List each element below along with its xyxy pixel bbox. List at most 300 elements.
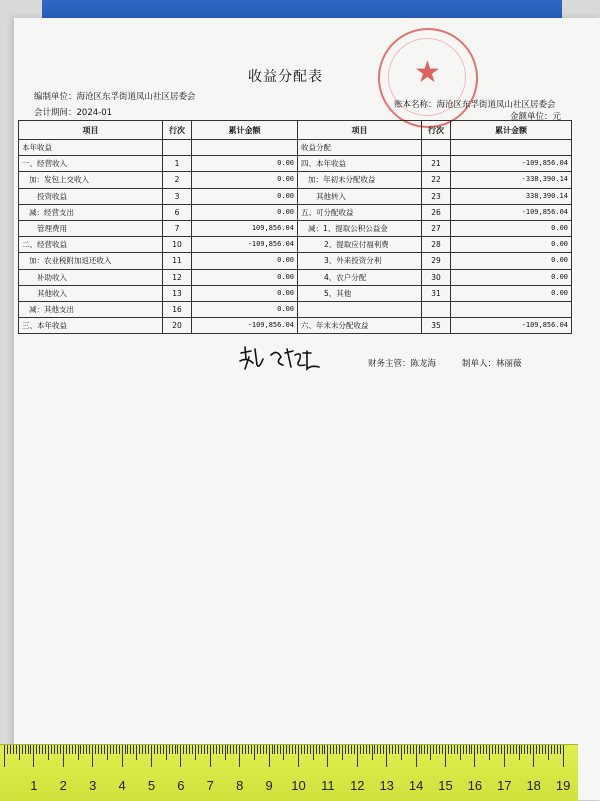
- row-line-number-right: 35: [422, 318, 451, 334]
- table-row: [19, 253, 572, 269]
- table-row: [19, 204, 572, 220]
- header-item-right: 项目: [298, 121, 422, 140]
- ruler-tick: [148, 745, 149, 754]
- ruler-number: 13: [379, 778, 394, 793]
- ruler-number: 16: [467, 778, 483, 793]
- ruler-number: 12: [350, 778, 365, 793]
- ruler-tick: [80, 745, 81, 754]
- table-row: [19, 269, 572, 285]
- table-row: [19, 188, 572, 204]
- ruler-tick: [451, 745, 452, 754]
- ruler-tick: [330, 745, 331, 754]
- handwritten-signature: [237, 345, 327, 373]
- ruler-number: 1: [30, 778, 38, 793]
- ruler-tick: [283, 745, 284, 760]
- row-line-number-right: [422, 301, 451, 317]
- row-amount-left: -109,856.04: [192, 237, 298, 253]
- row-item-right: 其他转入: [298, 188, 422, 204]
- ruler-tick: [507, 745, 508, 754]
- ruler-tick: [277, 745, 278, 754]
- row-amount-left: 0.00: [192, 188, 298, 204]
- row-line-number-left: 1: [163, 156, 192, 172]
- ruler-number: 17: [497, 778, 512, 793]
- ruler-tick: [416, 745, 417, 767]
- row-item-right: [298, 301, 422, 317]
- ruler-tick: [298, 745, 299, 767]
- ruler-tick: [454, 745, 455, 754]
- ruler-tick: [295, 745, 296, 754]
- ruler-tick: [489, 745, 490, 760]
- ruler-tick: [398, 745, 399, 754]
- table-row: [19, 237, 572, 253]
- row-amount-right: [451, 301, 572, 317]
- ruler-tick: [492, 745, 493, 754]
- ruler-tick: [348, 745, 349, 754]
- ruler-number: 6: [177, 778, 185, 793]
- ruler-tick: [301, 745, 302, 754]
- ruler-tick: [127, 745, 128, 754]
- row-amount-right: -338,390.14: [451, 172, 572, 188]
- ruler-tick: [307, 745, 308, 754]
- ruler-tick: [413, 745, 414, 754]
- row-amount-left: 0.00: [192, 269, 298, 285]
- ruler-number: 15: [438, 778, 453, 793]
- account-book-name: 账本名称：海沧区东孚街道凤山社区居委会: [394, 100, 556, 110]
- row-item-right: 2、提取应付福利费: [298, 237, 422, 253]
- ruler-tick: [104, 745, 105, 754]
- ruler-number: 19: [555, 778, 571, 793]
- ruler-tick: [286, 745, 287, 754]
- row-item-right: 加：年初未分配收益: [298, 172, 422, 188]
- ruler-tick: [51, 745, 52, 754]
- table-row: [19, 220, 572, 236]
- row-item-right: 3、外来投资分利: [298, 253, 422, 269]
- ruler-tick: [395, 745, 396, 754]
- ruler-tick: [557, 745, 558, 754]
- ruler-tick: [92, 745, 93, 767]
- row-line-number-left: 10: [163, 237, 192, 253]
- ruler-tick: [357, 745, 358, 767]
- ruler-tick: [439, 745, 440, 754]
- row-amount-right: 0.00: [451, 269, 572, 285]
- ruler-tick: [157, 745, 158, 754]
- ruler-tick: [257, 745, 258, 754]
- ruler-number: 2: [59, 778, 67, 793]
- ruler-number: 11: [321, 778, 335, 793]
- ruler-tick: [245, 745, 246, 754]
- ruler-tick: [25, 745, 26, 754]
- ruler-tick: [545, 745, 546, 754]
- ruler-tick: [260, 745, 261, 754]
- ruler-tick: [316, 745, 317, 754]
- ruler-tick: [154, 745, 155, 754]
- ruler-tick: [242, 745, 243, 754]
- ruler-tick: [201, 745, 202, 754]
- ruler-tick: [360, 745, 361, 754]
- table-row: [19, 140, 572, 156]
- ruler-tick: [210, 745, 211, 767]
- row-item-left: 补助收入: [19, 269, 163, 285]
- ruler-tick: [266, 745, 267, 754]
- ruler-tick: [10, 745, 11, 754]
- ruler-tick: [407, 745, 408, 754]
- row-line-number-right: 29: [422, 253, 451, 269]
- ruler-tick: [269, 745, 270, 767]
- row-item-right: 5、其他: [298, 285, 422, 301]
- ruler-tick: [486, 745, 487, 754]
- ruler-tick: [195, 745, 196, 760]
- ruler-tick: [469, 745, 470, 754]
- seal-star-icon: ★: [414, 55, 441, 90]
- ruler-tick: [72, 745, 73, 754]
- row-amount-left: 0.00: [192, 156, 298, 172]
- ruler-tick: [42, 745, 43, 754]
- ruler-tick: [39, 745, 40, 754]
- ruler-tick: [183, 745, 184, 754]
- row-line-number-left: [163, 140, 192, 156]
- row-line-number-left: 16: [163, 301, 192, 317]
- compiler-unit: 编制单位：海沧区东孚街道凤山社区居委会: [34, 92, 196, 102]
- ruler-tick: [354, 745, 355, 754]
- row-line-number-left: 6: [163, 204, 192, 220]
- header-amount-right: 累计金额: [451, 121, 572, 140]
- ruler-tick: [254, 745, 255, 760]
- ruler-tick: [175, 745, 176, 754]
- accounting-period: 会计期间：2024-01: [34, 108, 113, 118]
- row-amount-right: -109,856.04: [451, 204, 572, 220]
- row-line-number-left: 13: [163, 285, 192, 301]
- ruler-tick: [427, 745, 428, 754]
- header-line-left: 行次: [163, 121, 192, 140]
- ruler-tick: [13, 745, 14, 754]
- row-amount-left: 0.00: [192, 285, 298, 301]
- row-line-number-left: 11: [163, 253, 192, 269]
- ruler-tick: [136, 745, 137, 760]
- row-amount-left: 109,856.04: [192, 220, 298, 236]
- document-title: 收益分配表: [248, 69, 323, 85]
- ruler-tick: [33, 745, 34, 767]
- income-distribution-table: [18, 120, 572, 334]
- ruler-tick: [227, 745, 228, 754]
- ruler-tick: [383, 745, 384, 754]
- finance-supervisor: 财务主管：陈龙海: [368, 359, 437, 369]
- ruler-tick: [83, 745, 84, 754]
- ruler-number: 3: [89, 778, 97, 793]
- ruler-tick: [313, 745, 314, 760]
- ruler-tick: [172, 745, 173, 754]
- ruler-tick: [248, 745, 249, 754]
- table-row: [19, 156, 572, 172]
- ruler-tick: [463, 745, 464, 754]
- ruler-tick: [95, 745, 96, 754]
- ruler-tick: [324, 745, 325, 754]
- row-amount-right: 0.00: [451, 285, 572, 301]
- ruler-tick: [151, 745, 152, 767]
- row-line-number-right: 28: [422, 237, 451, 253]
- table-row: [19, 301, 572, 317]
- ruler-tick: [19, 745, 20, 760]
- ruler-tick: [457, 745, 458, 754]
- ruler-tick: [251, 745, 252, 754]
- row-amount-left: [192, 140, 298, 156]
- ruler-tick: [48, 745, 49, 760]
- row-amount-right: -109,856.04: [451, 156, 572, 172]
- ruler-tick: [419, 745, 420, 754]
- ruler-tick: [86, 745, 87, 754]
- ruler-number: 14: [408, 778, 424, 793]
- ruler-tick: [392, 745, 393, 754]
- row-line-number-right: [422, 140, 451, 156]
- row-item-left: 管理费用: [19, 220, 163, 236]
- ruler-tick: [219, 745, 220, 754]
- ruler-tick: [60, 745, 61, 754]
- header-line-right: 行次: [422, 121, 451, 140]
- row-amount-right: 0.00: [451, 253, 572, 269]
- ruler-tick: [327, 745, 328, 767]
- ruler-tick: [542, 745, 543, 754]
- ruler-tick: [186, 745, 187, 754]
- ruler-tick: [16, 745, 17, 754]
- ruler-tick: [98, 745, 99, 754]
- ruler-tick: [30, 745, 31, 754]
- ruler-tick: [28, 745, 29, 754]
- ruler-number: 18: [526, 778, 541, 793]
- ruler-tick: [521, 745, 522, 754]
- row-amount-right: 338,390.14: [451, 188, 572, 204]
- ruler-tick: [289, 745, 290, 754]
- official-seal-stamp: [378, 28, 478, 128]
- ruler-tick: [101, 745, 102, 754]
- ruler-tick: [119, 745, 120, 754]
- row-item-right: 收益分配: [298, 140, 422, 156]
- ruler-tick: [551, 745, 552, 754]
- row-item-right: 六、年末未分配收益: [298, 318, 422, 334]
- ruler-tick: [310, 745, 311, 754]
- row-amount-right: -109,856.04: [451, 318, 572, 334]
- ruler-tick: [554, 745, 555, 754]
- ruler-tick: [410, 745, 411, 754]
- ruler-tick: [166, 745, 167, 760]
- ruler-tick: [445, 745, 446, 767]
- ruler-tick: [448, 745, 449, 754]
- ruler-tick: [233, 745, 234, 754]
- row-amount-left: 0.00: [192, 253, 298, 269]
- ruler-tick: [69, 745, 70, 754]
- row-amount-left: 0.00: [192, 204, 298, 220]
- ruler-tick: [527, 745, 528, 754]
- ruler-tick: [66, 745, 67, 754]
- row-line-number-right: 26: [422, 204, 451, 220]
- table-row: [19, 285, 572, 301]
- ruler-tick: [548, 745, 549, 760]
- ruler-tick: [207, 745, 208, 754]
- ruler-tick: [177, 745, 178, 754]
- ruler-tick: [404, 745, 405, 754]
- ruler-tick: [336, 745, 337, 754]
- row-amount-left: 0.00: [192, 172, 298, 188]
- ruler-tick: [516, 745, 517, 754]
- ruler-tick: [386, 745, 387, 767]
- currency-unit: 金额单位：元: [510, 112, 562, 122]
- measuring-ruler: [0, 744, 578, 801]
- ruler-tick: [145, 745, 146, 754]
- row-line-number-left: 2: [163, 172, 192, 188]
- ruler-tick: [560, 745, 561, 754]
- ruler-tick: [377, 745, 378, 754]
- table-row: [19, 172, 572, 188]
- row-item-left: 减：其他支出: [19, 301, 163, 317]
- ruler-tick: [533, 745, 534, 767]
- ruler-tick: [519, 745, 520, 760]
- ruler-tick: [536, 745, 537, 754]
- row-item-left: 二、经营收益: [19, 237, 163, 253]
- ruler-tick: [180, 745, 181, 767]
- ruler-tick: [436, 745, 437, 754]
- ruler-number: 4: [118, 778, 126, 793]
- ruler-tick: [133, 745, 134, 754]
- ruler-tick: [122, 745, 123, 767]
- ruler-number: 7: [206, 778, 214, 793]
- table-row: [19, 318, 572, 334]
- ruler-tick: [113, 745, 114, 754]
- ruler-tick: [45, 745, 46, 754]
- ruler-tick: [239, 745, 240, 767]
- ruler-tick: [125, 745, 126, 754]
- ruler-tick: [304, 745, 305, 754]
- row-item-right: 4、农户分配: [298, 269, 422, 285]
- preparer: 制单人：林丽薇: [462, 359, 522, 369]
- ruler-tick: [342, 745, 343, 760]
- ruler-tick: [319, 745, 320, 754]
- ruler-tick: [230, 745, 231, 754]
- ruler-tick: [139, 745, 140, 754]
- ruler-tick: [401, 745, 402, 760]
- ruler-tick: [75, 745, 76, 754]
- ruler-tick: [22, 745, 23, 754]
- row-line-number-left: 20: [163, 318, 192, 334]
- ruler-tick: [363, 745, 364, 754]
- ruler-number: 10: [291, 778, 306, 793]
- row-line-number-right: 31: [422, 285, 451, 301]
- ruler-number: 9: [265, 778, 273, 793]
- header-item-left: 项目: [19, 121, 163, 140]
- ruler-tick: [198, 745, 199, 754]
- ruler-tick: [272, 745, 273, 754]
- ruler-tick: [192, 745, 193, 754]
- row-item-left: 投资收益: [19, 188, 163, 204]
- ruler-tick: [236, 745, 237, 754]
- ruler-tick: [351, 745, 352, 754]
- ruler-tick: [57, 745, 58, 754]
- ruler-tick: [539, 745, 540, 754]
- ruler-tick: [495, 745, 496, 754]
- row-amount-left: -109,856.04: [192, 318, 298, 334]
- table-header-row: [19, 121, 572, 140]
- ruler-tick: [513, 745, 514, 754]
- ruler-tick: [89, 745, 90, 754]
- ruler-tick: [498, 745, 499, 754]
- ruler-tick: [563, 745, 564, 767]
- row-line-number-right: 23: [422, 188, 451, 204]
- ruler-tick: [389, 745, 390, 754]
- ruler-tick: [204, 745, 205, 754]
- ruler-tick: [7, 745, 8, 754]
- ruler-tick: [4, 745, 5, 767]
- ruler-tick: [280, 745, 281, 754]
- ruler-tick: [130, 745, 131, 754]
- ruler-tick: [369, 745, 370, 754]
- ruler-tick: [471, 745, 472, 754]
- ruler-tick: [480, 745, 481, 754]
- row-line-number-right: 22: [422, 172, 451, 188]
- ruler-tick: [142, 745, 143, 754]
- ruler-tick: [477, 745, 478, 754]
- ruler-tick: [430, 745, 431, 760]
- ruler-tick: [36, 745, 37, 754]
- ruler-tick: [345, 745, 346, 754]
- ruler-tick: [160, 745, 161, 754]
- ruler-tick: [216, 745, 217, 754]
- ruler-tick: [110, 745, 111, 754]
- header-amount-left: 累计金额: [192, 121, 298, 140]
- ruler-tick: [189, 745, 190, 754]
- row-amount-right: 0.00: [451, 237, 572, 253]
- ruler-tick: [322, 745, 323, 754]
- ruler-tick: [501, 745, 502, 754]
- ruler-tick: [116, 745, 117, 754]
- ruler-tick: [442, 745, 443, 754]
- row-item-right: 五、可分配收益: [298, 204, 422, 220]
- row-line-number-left: 7: [163, 220, 192, 236]
- ruler-tick: [424, 745, 425, 754]
- ruler-tick: [460, 745, 461, 760]
- ruler-tick: [107, 745, 108, 760]
- ruler-number: 5: [147, 778, 156, 793]
- row-line-number-left: 3: [163, 188, 192, 204]
- ruler-tick: [504, 745, 505, 767]
- row-item-left: 加：农业税附加返还收入: [19, 253, 163, 269]
- row-line-number-left: 12: [163, 269, 192, 285]
- ruler-tick: [366, 745, 367, 754]
- ruler-tick: [78, 745, 79, 760]
- ruler-tick: [213, 745, 214, 754]
- row-item-right: 四、本年收益: [298, 156, 422, 172]
- ruler-tick: [530, 745, 531, 754]
- ruler-tick: [222, 745, 223, 754]
- ruler-tick: [374, 745, 375, 754]
- ruler-tick: [510, 745, 511, 754]
- row-amount-right: [451, 140, 572, 156]
- row-item-right: 减：1、提取公积公益金: [298, 220, 422, 236]
- row-line-number-right: 30: [422, 269, 451, 285]
- ruler-number: 8: [236, 778, 244, 793]
- row-item-left: 减：经营支出: [19, 204, 163, 220]
- ruler-tick: [483, 745, 484, 754]
- row-item-left: 其他收入: [19, 285, 163, 301]
- ruler-tick: [54, 745, 55, 754]
- row-item-left: 一、经营收入: [19, 156, 163, 172]
- row-item-left: 本年收益: [19, 140, 163, 156]
- row-item-left: 加：发包上交收入: [19, 172, 163, 188]
- ruler-tick: [380, 745, 381, 754]
- row-amount-left: 0.00: [192, 301, 298, 317]
- ruler-tick: [274, 745, 275, 754]
- ruler-tick: [474, 745, 475, 767]
- ruler-tick: [163, 745, 164, 754]
- ruler-tick: [263, 745, 264, 754]
- ruler-tick: [421, 745, 422, 754]
- ruler-tick: [169, 745, 170, 754]
